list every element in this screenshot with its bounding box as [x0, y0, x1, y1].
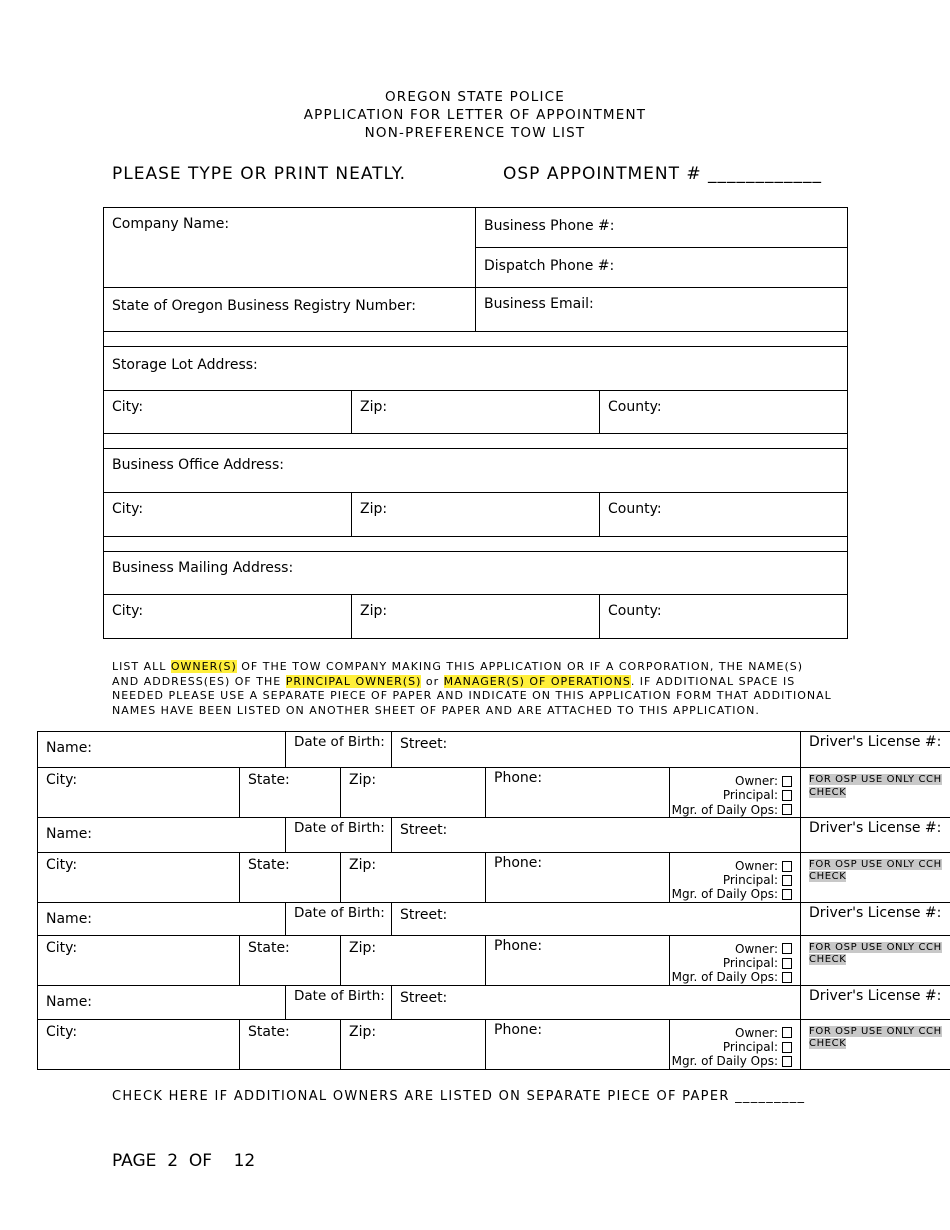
- city-label: City:: [46, 856, 78, 873]
- owner-name-field[interactable]: [38, 985, 286, 1019]
- form-title: APPLICATION FOR LETTER OF APPOINTMENT: [303, 107, 647, 123]
- city-label: City:: [112, 501, 144, 517]
- storage-city-field[interactable]: [104, 391, 352, 434]
- dispatch-phone-label: Dispatch Phone #:: [484, 258, 615, 274]
- phone-label: Phone:: [494, 937, 543, 954]
- dob-label: Date of Birth:: [294, 819, 385, 836]
- business-email-field[interactable]: [476, 288, 848, 332]
- owner-zip-field[interactable]: [341, 1019, 486, 1069]
- street-label: Street:: [400, 989, 448, 1006]
- owner-city-field[interactable]: [38, 1019, 240, 1069]
- business-office-address-block: [103, 448, 848, 552]
- owner-state-field[interactable]: [240, 852, 341, 902]
- manager-checkbox[interactable]: [782, 804, 792, 815]
- manager-checkbox[interactable]: [782, 1056, 792, 1067]
- zip-label: Zip:: [349, 1023, 377, 1040]
- owner-label: Owner:: [735, 941, 779, 956]
- zip-label: Zip:: [349, 856, 377, 873]
- dob-label: Date of Birth:: [294, 734, 385, 750]
- owner-name-field[interactable]: [38, 732, 286, 768]
- manager-checkbox[interactable]: [782, 889, 792, 900]
- owner-city-field[interactable]: [38, 768, 240, 818]
- phone-label: Phone:: [494, 770, 543, 786]
- highlight-managers: MANAGER(S) OF OPERATIONS: [443, 674, 631, 688]
- owner-state-field[interactable]: [240, 935, 341, 985]
- street-label: Street:: [400, 736, 448, 752]
- owner-name-field[interactable]: [38, 902, 286, 935]
- manager-checkbox[interactable]: [782, 972, 792, 983]
- osp-use-label: FOR OSP USE ONLY CCH CHECK: [809, 858, 942, 883]
- owner-row: [38, 768, 950, 818]
- county-label: County:: [608, 603, 662, 619]
- owner-city-field[interactable]: [38, 935, 240, 985]
- company-name-label: Company Name:: [112, 216, 230, 232]
- owner-state-field[interactable]: [240, 1019, 341, 1069]
- principal-checkbox[interactable]: [782, 790, 792, 801]
- owner-checkbox[interactable]: [782, 943, 792, 954]
- osp-use-label: FOR OSP USE ONLY CCH CHECK: [809, 941, 942, 966]
- city-label: City:: [46, 772, 78, 788]
- owner-street-field[interactable]: [392, 985, 801, 1019]
- owners-table: [37, 731, 950, 1070]
- name-label: Name:: [46, 740, 93, 756]
- form-subtitle: NON-PREFERENCE TOW LIST: [364, 125, 586, 141]
- county-label: County:: [608, 501, 662, 517]
- business-email-label: Business Email:: [484, 296, 594, 312]
- registry-number-label: State of Oregon Business Registry Number:: [112, 298, 416, 314]
- owner-label: Owner:: [735, 1025, 779, 1040]
- osp-use-label: FOR OSP USE ONLY CCH CHECK: [809, 774, 942, 798]
- city-label: City:: [46, 1023, 78, 1040]
- dob-label: Date of Birth:: [294, 987, 385, 1004]
- owner-role-checkboxes: [670, 768, 801, 818]
- osp-use-label: FOR OSP USE ONLY CCH CHECK: [809, 1025, 942, 1050]
- osp-appointment-field[interactable]: OSP APPOINTMENT # ____________: [503, 164, 823, 184]
- owner-row: [38, 902, 950, 935]
- owner-dob-field[interactable]: [286, 817, 392, 852]
- owner-label: Owner:: [735, 858, 779, 873]
- business-mailing-address-label: Business Mailing Address:: [112, 560, 294, 576]
- owner-row: [38, 817, 950, 852]
- business-mailing-address-block: [103, 551, 848, 639]
- additional-owners-check[interactable]: CHECK HERE IF ADDITIONAL OWNERS ARE LISTED ON SEPARATE PIECE OF PAPER _________: [112, 1089, 806, 1104]
- city-label: City:: [46, 939, 78, 956]
- owner-license-field[interactable]: [801, 817, 950, 852]
- zip-label: Zip:: [360, 603, 388, 619]
- dispatch-phone-field[interactable]: [476, 248, 848, 288]
- street-label: Street:: [400, 906, 448, 923]
- business-office-address-label: Business Office Address:: [112, 457, 284, 473]
- storage-lot-address-label: Storage Lot Address:: [112, 357, 258, 373]
- business-office-address-field[interactable]: [104, 449, 848, 493]
- principal-checkbox[interactable]: [782, 1042, 792, 1053]
- state-label: State:: [248, 939, 290, 956]
- name-label: Name:: [46, 825, 93, 842]
- owner-phone-field[interactable]: [486, 935, 670, 985]
- zip-label: Zip:: [349, 772, 377, 788]
- storage-county-field[interactable]: [600, 391, 848, 434]
- principal-label: Principal:: [722, 956, 779, 971]
- state-label: State:: [248, 856, 290, 873]
- principal-label: Principal:: [722, 873, 779, 888]
- owner-role-checkboxes: [670, 852, 801, 902]
- license-label: Driver's License #:: [809, 819, 942, 836]
- owner-street-field[interactable]: [392, 902, 801, 935]
- license-label: Driver's License #:: [809, 987, 942, 1004]
- owner-name-field[interactable]: [38, 817, 286, 852]
- owner-state-field[interactable]: [240, 768, 341, 818]
- owner-phone-field[interactable]: [486, 1019, 670, 1069]
- street-label: Street:: [400, 821, 448, 838]
- print-instruction: PLEASE TYPE OR PRINT NEATLY.: [112, 164, 407, 184]
- manager-label: Mgr. of Daily Ops:: [671, 802, 779, 817]
- osp-use-only-cell: [801, 1019, 950, 1069]
- osp-use-only-cell: [801, 768, 950, 818]
- city-label: City:: [112, 399, 144, 415]
- highlight-owners: OWNER(S): [170, 660, 237, 673]
- owner-license-field[interactable]: [801, 985, 950, 1019]
- dob-label: Date of Birth:: [294, 904, 385, 921]
- county-label: County:: [608, 399, 662, 415]
- license-label: Driver's License #:: [809, 904, 942, 921]
- owner-street-field[interactable]: [392, 732, 801, 768]
- business-phone-field[interactable]: [476, 208, 848, 248]
- owner-dob-field[interactable]: [286, 985, 392, 1019]
- business-phone-label: Business Phone #:: [484, 218, 615, 234]
- zip-label: Zip:: [349, 939, 377, 956]
- highlight-principal-owners: PRINCIPAL OWNER(S): [285, 674, 422, 688]
- owner-street-field[interactable]: [392, 817, 801, 852]
- company-info-table: [103, 207, 848, 347]
- zip-label: Zip:: [360, 399, 388, 415]
- mailing-zip-field[interactable]: [352, 595, 600, 639]
- owner-row: [38, 732, 950, 768]
- phone-label: Phone:: [494, 854, 543, 871]
- principal-checkbox[interactable]: [782, 958, 792, 969]
- owner-phone-field[interactable]: [486, 852, 670, 902]
- mailing-city-field[interactable]: [104, 595, 352, 639]
- owner-row: [38, 985, 950, 1019]
- owner-role-checkboxes: [670, 935, 801, 985]
- storage-zip-field[interactable]: [352, 391, 600, 434]
- owners-instructions: LIST ALL OWNER(S) OF THE TOW COMPANY MAKING THIS APPLICATION OR IF A CORPORATION, THE NAME(S) AND ADDRESS(ES) OF THE PRINCIPAL OWNER(S) or MANAGER(S) OF OPERATIONS. IF ADDITIONAL SPACE IS NEEDED PLEASE USE A SEPARATE PIECE OF PAPER AND INDICATE ON THIS APPLICATION FORM THAT ADDITIONAL NAMES HAVE BEEN LISTED ON ANOTHER SHEET OF PAPER AND ARE ATTACHED TO THIS APPLICATION.: [112, 660, 832, 717]
- state-label: State:: [248, 1023, 290, 1040]
- agency-title: OREGON STATE POLICE: [384, 89, 566, 105]
- page-number: PAGE 2 OF 12: [112, 1151, 256, 1171]
- owner-row: [38, 1019, 950, 1069]
- storage-lot-address-block: [103, 346, 848, 449]
- registry-number-field[interactable]: [104, 288, 476, 332]
- owner-label: Owner:: [735, 774, 779, 788]
- osp-use-only-cell: [801, 935, 950, 985]
- owner-dob-field[interactable]: [286, 902, 392, 935]
- owner-checkbox[interactable]: [782, 776, 792, 787]
- storage-lot-address-field[interactable]: [104, 347, 848, 391]
- principal-label: Principal:: [722, 788, 779, 803]
- owner-zip-field[interactable]: [341, 935, 486, 985]
- city-label: City:: [112, 603, 144, 619]
- manager-label: Mgr. of Daily Ops:: [671, 1054, 779, 1069]
- manager-label: Mgr. of Daily Ops:: [671, 970, 779, 985]
- mailing-county-field[interactable]: [600, 595, 848, 639]
- name-label: Name:: [46, 993, 93, 1010]
- license-label: Driver's License #:: [809, 734, 942, 750]
- state-label: State:: [248, 772, 290, 788]
- office-city-field[interactable]: [104, 493, 352, 537]
- company-name-field[interactable]: [104, 208, 476, 288]
- owner-row: [38, 935, 950, 985]
- owner-license-field[interactable]: [801, 732, 950, 768]
- owner-city-field[interactable]: [38, 852, 240, 902]
- phone-label: Phone:: [494, 1021, 543, 1038]
- osp-use-only-cell: [801, 852, 950, 902]
- manager-label: Mgr. of Daily Ops:: [671, 887, 779, 902]
- owner-zip-field[interactable]: [341, 852, 486, 902]
- name-label: Name:: [46, 910, 93, 927]
- owner-checkbox[interactable]: [782, 1027, 792, 1038]
- owner-checkbox[interactable]: [782, 861, 792, 872]
- owner-row: [38, 852, 950, 902]
- owner-dob-field[interactable]: [286, 732, 392, 768]
- zip-label: Zip:: [360, 501, 388, 517]
- owner-license-field[interactable]: [801, 902, 950, 935]
- office-zip-field[interactable]: [352, 493, 600, 537]
- principal-label: Principal:: [722, 1040, 779, 1055]
- office-county-field[interactable]: [600, 493, 848, 537]
- principal-checkbox[interactable]: [782, 875, 792, 886]
- owner-role-checkboxes: [670, 1019, 801, 1069]
- business-mailing-address-field[interactable]: [104, 552, 848, 595]
- owner-phone-field[interactable]: [486, 768, 670, 818]
- owner-zip-field[interactable]: [341, 768, 486, 818]
